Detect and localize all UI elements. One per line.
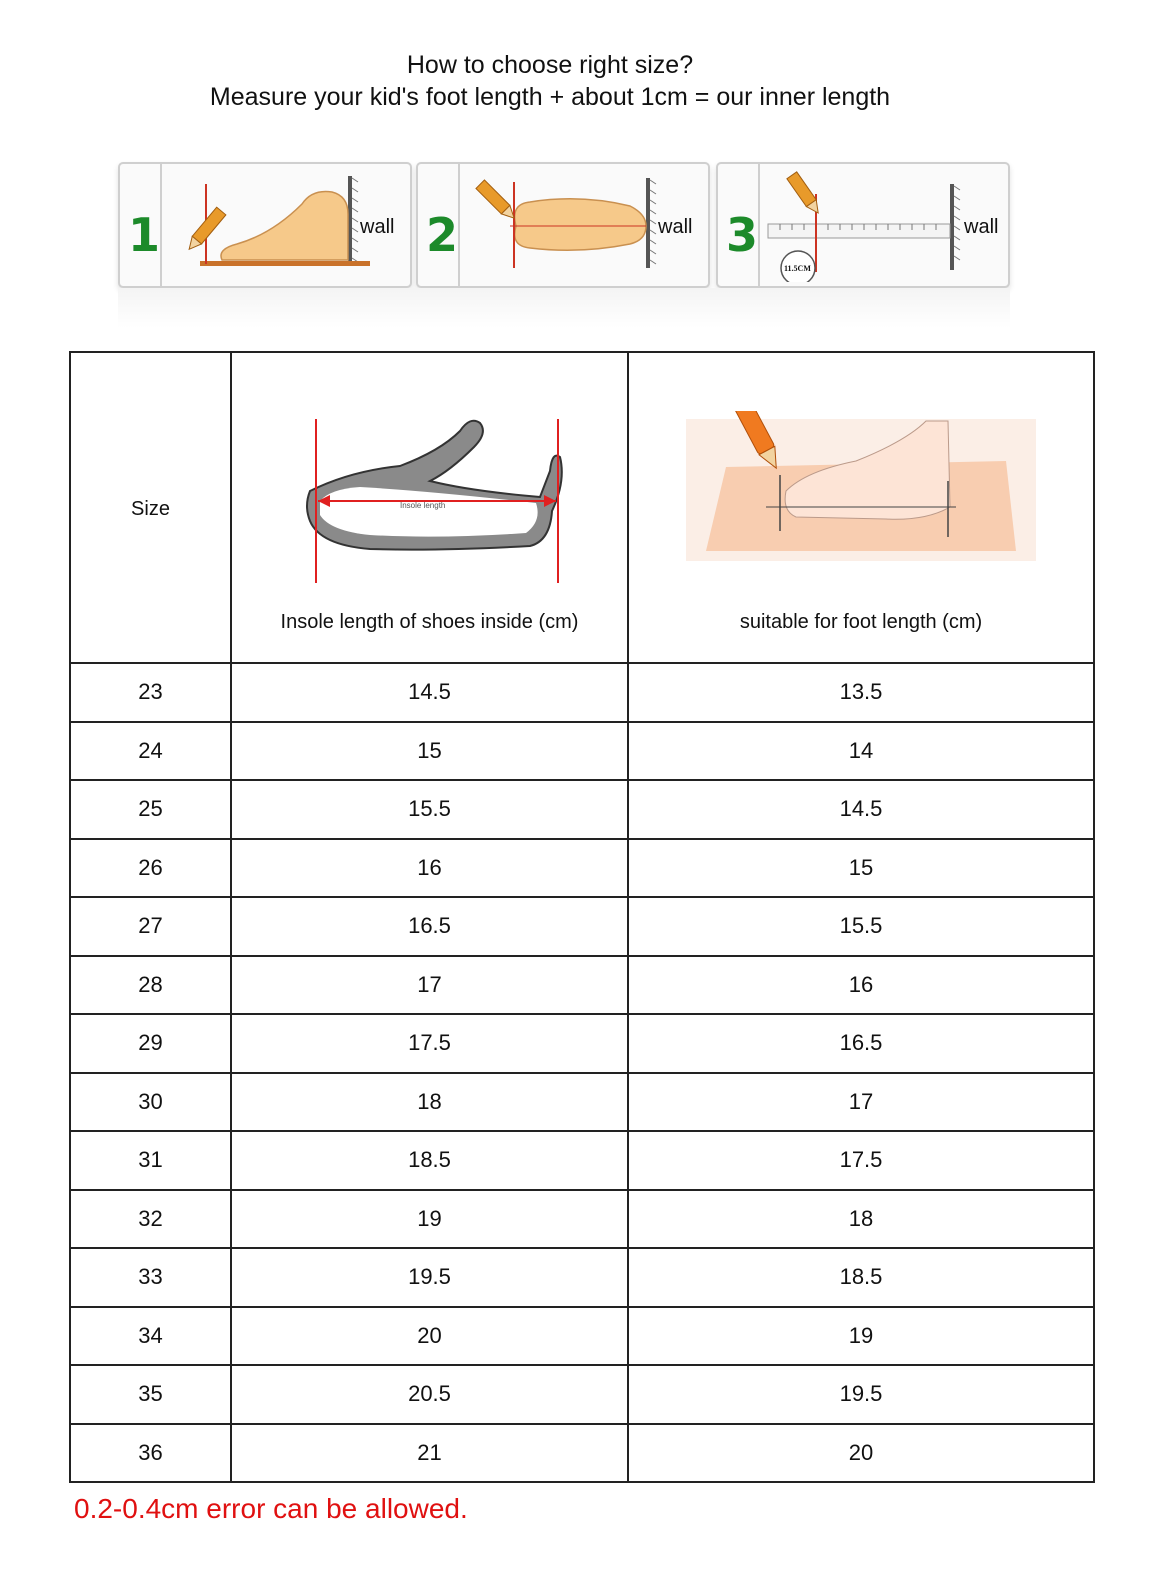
foot-length-cell: 20 xyxy=(628,1424,1094,1483)
size-cell: 29 xyxy=(70,1014,231,1073)
table-row xyxy=(70,1073,1094,1132)
insole-cell: 14.5 xyxy=(231,663,628,722)
insole-cell: 15.5 xyxy=(231,780,628,839)
foot-length-cell: 14.5 xyxy=(628,780,1094,839)
insole-cell: 20 xyxy=(231,1307,628,1366)
step-number: 1 xyxy=(128,208,161,262)
insole-cell: 20.5 xyxy=(231,1365,628,1424)
table-row xyxy=(70,956,1094,1015)
step-3-panel xyxy=(716,162,1010,288)
table-row xyxy=(70,1014,1094,1073)
table-row xyxy=(70,839,1094,898)
step-number: 3 xyxy=(726,208,759,262)
table-row xyxy=(70,1307,1094,1366)
page-question: How to choose right size? xyxy=(406,51,694,79)
insole-cell: 16.5 xyxy=(231,897,628,956)
size-cell: 30 xyxy=(70,1073,231,1132)
foot-length-cell: 15.5 xyxy=(628,897,1094,956)
foot-length-cell: 14 xyxy=(628,722,1094,781)
table-header-row xyxy=(70,352,1094,663)
steps-reflection xyxy=(118,288,1010,328)
size-chart-table xyxy=(69,351,1095,1483)
foot-length-cell: 15 xyxy=(628,839,1094,898)
insole-header-cell xyxy=(231,352,628,663)
step-1-panel xyxy=(118,162,412,288)
insole-cell: 19.5 xyxy=(231,1248,628,1307)
size-column-header: Size xyxy=(131,497,170,520)
table-row xyxy=(70,1131,1094,1190)
table-row xyxy=(70,1190,1094,1249)
size-cell: 26 xyxy=(70,839,231,898)
step-2-panel xyxy=(416,162,710,288)
foot-length-cell: 18 xyxy=(628,1190,1094,1249)
insole-cell: 21 xyxy=(231,1424,628,1483)
step-number: 2 xyxy=(426,208,459,262)
table-row xyxy=(70,1248,1094,1307)
foot-length-cell: 16 xyxy=(628,956,1094,1015)
table-row xyxy=(70,1365,1094,1424)
table-row xyxy=(70,897,1094,956)
size-cell: 23 xyxy=(70,663,231,722)
insole-cell: 17 xyxy=(231,956,628,1015)
foot-length-cell: 18.5 xyxy=(628,1248,1094,1307)
foot-length-cell: 19.5 xyxy=(628,1365,1094,1424)
insole-cell: 17.5 xyxy=(231,1014,628,1073)
foot-column-header: suitable for foot length (cm) xyxy=(739,611,983,633)
foot-length-cell: 17.5 xyxy=(628,1131,1094,1190)
size-cell: 24 xyxy=(70,722,231,781)
foot-length-cell: 13.5 xyxy=(628,663,1094,722)
size-cell: 33 xyxy=(70,1248,231,1307)
insole-diagram-label: Insole length xyxy=(400,501,446,510)
ruler-reading-badge: 11.5CM xyxy=(784,264,811,273)
size-cell: 36 xyxy=(70,1424,231,1483)
insole-cell: 16 xyxy=(231,839,628,898)
insole-column-header: Insole length of shoes inside (cm) xyxy=(280,611,579,633)
insole-cell: 18.5 xyxy=(231,1131,628,1190)
foot-tracing-diagram xyxy=(686,411,1036,561)
size-formula: Measure your kid's foot length + about 1cm = our inner length xyxy=(209,83,891,111)
size-header-cell xyxy=(70,352,231,663)
foot-length-cell: 16.5 xyxy=(628,1014,1094,1073)
wall-label: wall xyxy=(658,216,693,238)
wall-label: wall xyxy=(964,216,999,238)
measurement-steps xyxy=(118,160,1010,288)
table-row xyxy=(70,722,1094,781)
table-row xyxy=(70,1424,1094,1483)
tolerance-note: 0.2-0.4cm error can be allowed. xyxy=(74,1493,468,1524)
insole-cell: 19 xyxy=(231,1190,628,1249)
insole-cell: 18 xyxy=(231,1073,628,1132)
size-cell: 34 xyxy=(70,1307,231,1366)
foot-length-cell: 19 xyxy=(628,1307,1094,1366)
size-cell: 27 xyxy=(70,897,231,956)
table-row xyxy=(70,663,1094,722)
insole-cell: 15 xyxy=(231,722,628,781)
size-cell: 31 xyxy=(70,1131,231,1190)
table-row xyxy=(70,780,1094,839)
wall-label: wall xyxy=(360,216,395,238)
size-cell: 25 xyxy=(70,780,231,839)
size-cell: 28 xyxy=(70,956,231,1015)
foot-length-cell: 17 xyxy=(628,1073,1094,1132)
foot-header-cell xyxy=(628,352,1094,663)
size-cell: 35 xyxy=(70,1365,231,1424)
size-cell: 32 xyxy=(70,1190,231,1249)
